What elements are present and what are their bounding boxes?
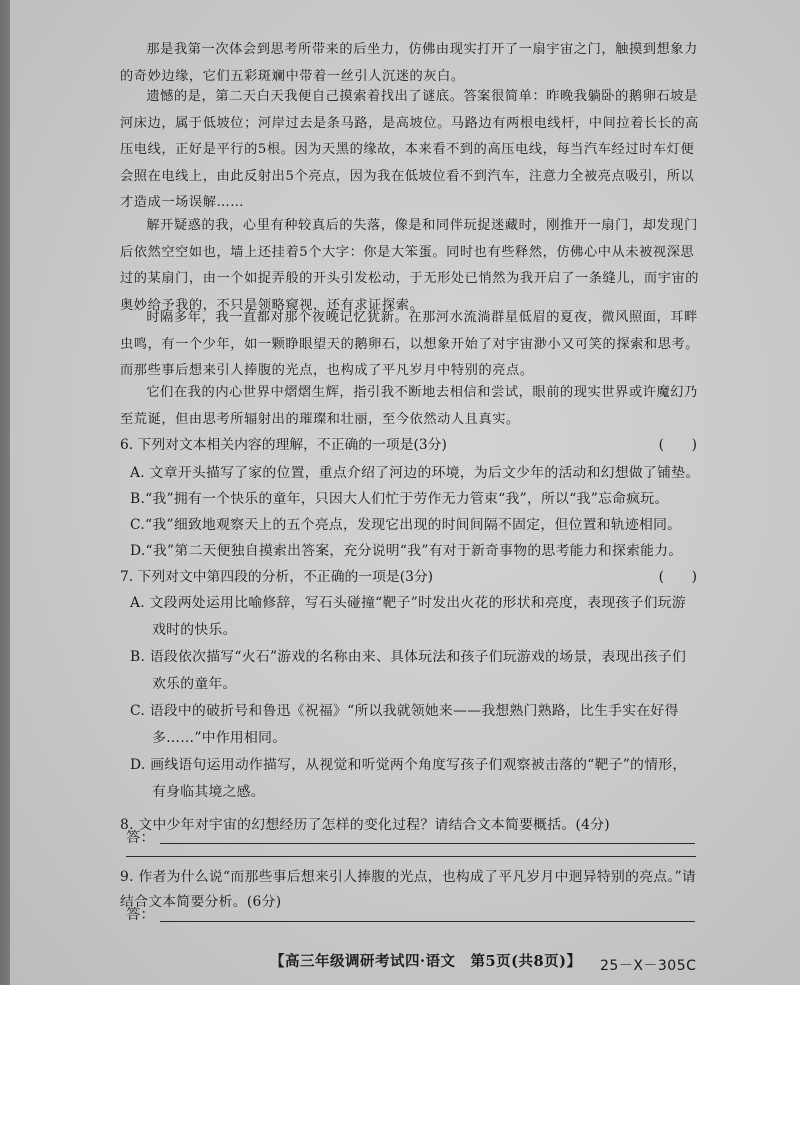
passage-paragraph-1: 那是我第一次体会到思考所带来的后坐力，仿佛由现实打开了一扇宇宙之门，触摸到想象力的奇妙边缘，它们五彩斑斓中带着一丝引人沉迷的灰白。 <box>120 42 698 84</box>
passage-paragraph-4: 时隔多年，我一直都对那个夜晚记忆犹新。在那河水流淌群星低眉的夏夜，微风照面，耳畔虫鸣，有一个少年，如一颗睁眼望天的鹅卵石，以想象开始了对宇宙渺小又可笑的探索和思考。而那些事后想来引人捧腹的光点，也构成了平凡岁月中特别的亮点。 <box>120 310 700 379</box>
question-6-option-b: B.“我”拥有一个快乐的童年，只因大人们忙于劳作无力管束“我”，所以“我”忘命疯玩。 <box>130 491 669 507</box>
question-6-stem <box>120 434 705 456</box>
question-7-options <box>130 590 700 806</box>
passage-paragraph-2: 遗憾的是，第二天白天我便自己摸索着找出了谜底。答案很简单：昨晚我躺卧的鹅卵石坡是河床边，属于低坡位；河岸过去是条马路，是高坡位。马路边有两根电线杆，中间拉着长长的高压电线，正好是平行的5根。因为天黑的缘故，本来看不到的高压电线，每当汽车经过时车灯便会照在电线上，由此反射出5个亮点，因为我在低坡位看不到汽车，注意力全被亮点吸引，所以才造成一场误解…… <box>120 89 700 211</box>
exam-sheet <box>10 0 800 985</box>
passage-paragraph-3: 解开疑惑的我，心里有种较真后的失落，像是和同伴玩捉迷藏时，刚推开一扇门，却发现门后依然空空如也，墙上还挂着5个大字：你是大笨蛋。同时也有些释然，仿佛心中从未被视深思过的某扇门，由一个如捉弄般的开头引发松动，于无形处已悄然为我开启了一条缝儿，而宇宙的奥妙给予我的，不只是领略窥视，还有求证探索。 <box>120 218 700 313</box>
page-footer: 【高三年级调研考试四·语文 第5页(共8页)】 <box>270 953 582 970</box>
question-6-option-c: C.“我”细致地观察天上的五个亮点，发现它出现的时间间隔不固定，但位置和轨迹相同。 <box>130 517 682 533</box>
question-7-option-c: C. 语段中的破折号和鲁迅《祝福》“所以我就领她来——我想熟门熟路，比生手实在好得多……”中作用相同。 <box>130 703 679 746</box>
question-6-option-a: A. 文章开头描写了家的位置，重点介绍了河边的环境，为后文少年的活动和幻想做了铺垫。 <box>130 465 700 481</box>
question-7-stem <box>120 566 705 588</box>
question-9-stem: 9. 作者为什么说“而那些事后想来引人捧腹的光点，也构成了平凡岁月中迥异特别的亮点。”请结合文本简要分析。(6分) <box>120 869 697 910</box>
question-6-text: 6. 下列对文本相关内容的理解，不正确的一项是(3分) <box>120 437 447 453</box>
question-7-option-a: A. 文段两处运用比喻修辞，写石头碰撞“靶子”时发出火花的形状和亮度，表现孩子们玩游戏时的快乐。 <box>130 595 686 638</box>
question-8-stem: 8. 文中少年对宇宙的幻想经历了怎样的变化过程？请结合文本简要概括。(4分) <box>120 817 610 833</box>
question-8-answer-label: 答： <box>126 830 155 846</box>
question-6-options <box>130 460 700 564</box>
page-content <box>10 0 800 985</box>
question-7-text: 7. 下列对文中第四段的分析，不正确的一项是(3分) <box>120 569 434 585</box>
question-6-answer-bracket: ( ) <box>658 437 697 453</box>
question-8-answer-line-2 <box>126 856 696 857</box>
question-7-answer-bracket: ( ) <box>658 569 697 585</box>
question-7-option-d: D. 画线语句运用动作描写，从视觉和听觉两个角度写孩子们观察被击落的“靶子”的情形，有身临其境之感。 <box>130 757 687 800</box>
exam-code: 25－X－305C <box>600 958 697 974</box>
question-7-option-b: B. 语段依次描写“火石”游戏的名称由来、具体玩法和孩子们玩游戏的场景，表现出孩子们欢乐的童年。 <box>130 649 687 692</box>
question-9-answer-label: 答： <box>126 907 155 923</box>
question-6-option-d: D.“我”第二天便独自摸索出答案，充分说明“我”有对于新奇事物的思考能力和探索能力。 <box>130 543 683 559</box>
question-8-answer-line <box>160 843 695 844</box>
passage-paragraph-5: 它们在我的内心世界中熠熠生辉，指引我不断地去相信和尝试，眼前的现实世界或许魔幻乃至荒诞，但由思考所辐射出的璀璨和壮丽，至今依然动人且真实。 <box>120 385 698 427</box>
question-9-answer-line <box>160 921 695 922</box>
